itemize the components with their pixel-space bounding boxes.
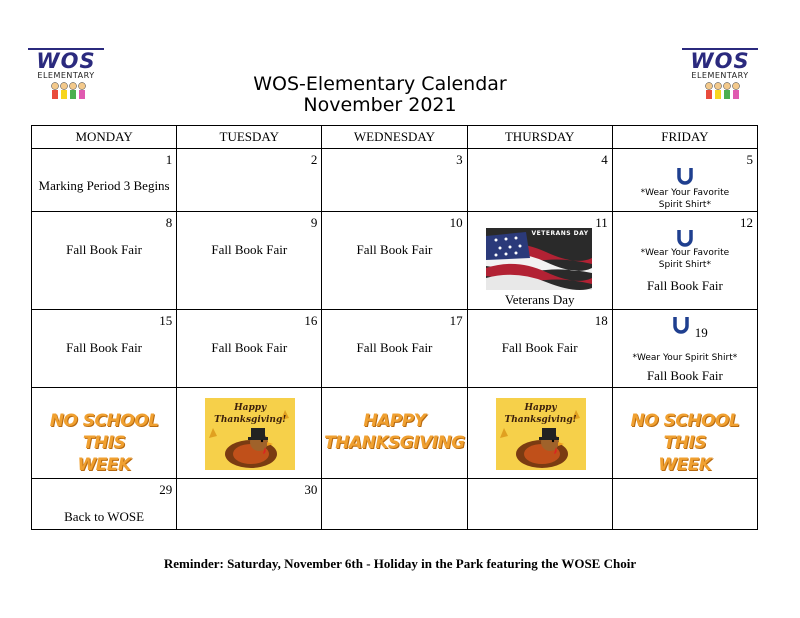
- day-cell: [32, 310, 177, 388]
- event-label: Fall Book Fair: [646, 278, 723, 293]
- day-cell: [322, 149, 467, 212]
- logo-subtext: ELEMENTARY: [691, 71, 749, 80]
- reminder-note: Reminder: Saturday, November 6th - Holiday in the Park featuring the WOSE Choir: [163, 556, 637, 571]
- day-cell: [177, 212, 322, 310]
- day-number: 8: [165, 215, 173, 230]
- spirit-shirt-note: *Wear Your Favorite Spirit Shirt*: [640, 188, 730, 210]
- school-logo-right: [680, 48, 760, 106]
- spirit-shirt-note: *Wear Your Spirit Shirt*: [632, 353, 738, 363]
- day-cell: [322, 212, 467, 310]
- day-cell: [467, 149, 612, 212]
- day-cell: [612, 479, 757, 530]
- week-row: [32, 388, 758, 479]
- day-header-wednesday: WEDNESDAY: [322, 126, 467, 149]
- week-row: [32, 149, 758, 212]
- horseshoe-icon: [675, 166, 695, 186]
- calendar-grid: [31, 125, 758, 530]
- event-label: Back to WOSE: [64, 509, 145, 524]
- day-number: 1: [165, 152, 173, 167]
- day-number: 9: [310, 215, 318, 230]
- banner-line: NO SCHOOL THIS: [630, 411, 740, 453]
- week-row: [32, 310, 758, 388]
- day-cell: [32, 149, 177, 212]
- horseshoe-icon: [671, 315, 691, 335]
- event-label: Marking Period 3 Begins: [38, 178, 170, 193]
- day-cell: [612, 310, 757, 388]
- day-cell: [322, 388, 467, 479]
- day-number: 5: [746, 152, 753, 167]
- event-label: Fall Book Fair: [646, 368, 723, 383]
- day-number: 12: [740, 215, 753, 230]
- caption-line: Happy: [524, 403, 557, 413]
- page-subtitle: November 2021: [303, 94, 457, 116]
- day-cell: [32, 388, 177, 479]
- banner-line: NO SCHOOL THIS: [49, 411, 159, 453]
- event-label: Fall Book Fair: [66, 242, 143, 257]
- day-cell: [177, 479, 322, 530]
- no-school-banner: [32, 410, 176, 476]
- day-number: 16: [304, 313, 318, 328]
- day-header-tuesday: TUESDAY: [177, 126, 322, 149]
- no-school-banner: [613, 410, 757, 476]
- event-label: Fall Book Fair: [66, 340, 143, 355]
- thanksgiving-image-caption: [205, 402, 295, 426]
- day-number: 11: [595, 215, 608, 230]
- day-number: 29: [159, 482, 173, 497]
- day-cell: [177, 310, 322, 388]
- day-cell: [322, 479, 467, 530]
- thanksgiving-turkey-image: [496, 398, 586, 470]
- day-cell: [177, 149, 322, 212]
- kids-icon: [50, 81, 86, 103]
- event-label: Fall Book Fair: [211, 340, 288, 355]
- day-cell: [612, 388, 757, 479]
- veterans-day-image-caption: VETERANS DAY: [531, 230, 589, 237]
- banner-line: THANKSGIVING: [324, 433, 465, 453]
- logo-subtext: ELEMENTARY: [37, 71, 95, 80]
- caption-line: Thanksgiving!: [214, 415, 287, 425]
- event-label: Veterans Day: [504, 292, 575, 307]
- event-label: Fall Book Fair: [501, 340, 578, 355]
- day-number: 4: [601, 152, 608, 167]
- day-number: 30: [304, 482, 318, 497]
- day-cell: [467, 310, 612, 388]
- event-label: Fall Book Fair: [356, 242, 433, 257]
- caption-line: Happy: [234, 403, 267, 413]
- week-row: [32, 212, 758, 310]
- day-cell: [612, 212, 757, 310]
- flag-graphic: [486, 228, 592, 290]
- day-header-monday: MONDAY: [32, 126, 177, 149]
- day-number: 18: [594, 313, 608, 328]
- thanksgiving-turkey-image: [205, 398, 295, 470]
- logo-wordmark: WOS: [682, 48, 758, 72]
- day-cell: [32, 479, 177, 530]
- day-number: 10: [449, 215, 463, 230]
- page-title: WOS-Elementary Calendar: [253, 73, 507, 95]
- day-number: 2: [310, 152, 318, 167]
- day-cell: [32, 212, 177, 310]
- kids-icon: [704, 81, 740, 103]
- day-number: 19: [694, 325, 708, 340]
- day-cell: [467, 212, 612, 310]
- thanksgiving-image-caption: [496, 402, 586, 426]
- day-number: 17: [449, 313, 463, 328]
- day-number: 15: [159, 313, 173, 328]
- logo-wordmark: WOS: [28, 48, 104, 72]
- week-row: [32, 479, 758, 530]
- day-cell: [467, 479, 612, 530]
- day-number: 3: [456, 152, 463, 167]
- banner-line: WEEK: [77, 455, 131, 475]
- happy-thanksgiving-banner: [322, 410, 466, 454]
- day-cell: [467, 388, 612, 479]
- day-header-friday: FRIDAY: [612, 126, 757, 149]
- weekday-header-row: [32, 126, 758, 149]
- caption-line: Thanksgiving!: [504, 415, 577, 425]
- day-cell: [612, 149, 757, 212]
- american-flag-image: [486, 228, 592, 290]
- school-logo-left: [26, 48, 106, 106]
- day-cell: [177, 388, 322, 479]
- day-header-thursday: THURSDAY: [467, 126, 612, 149]
- event-label: Fall Book Fair: [356, 340, 433, 355]
- banner-line: HAPPY: [363, 411, 426, 431]
- spirit-shirt-note: *Wear Your Favorite Spirit Shirt*: [640, 248, 730, 270]
- event-label: Fall Book Fair: [211, 242, 288, 257]
- banner-line: WEEK: [658, 455, 712, 475]
- day-cell: [322, 310, 467, 388]
- horseshoe-icon: [675, 228, 695, 248]
